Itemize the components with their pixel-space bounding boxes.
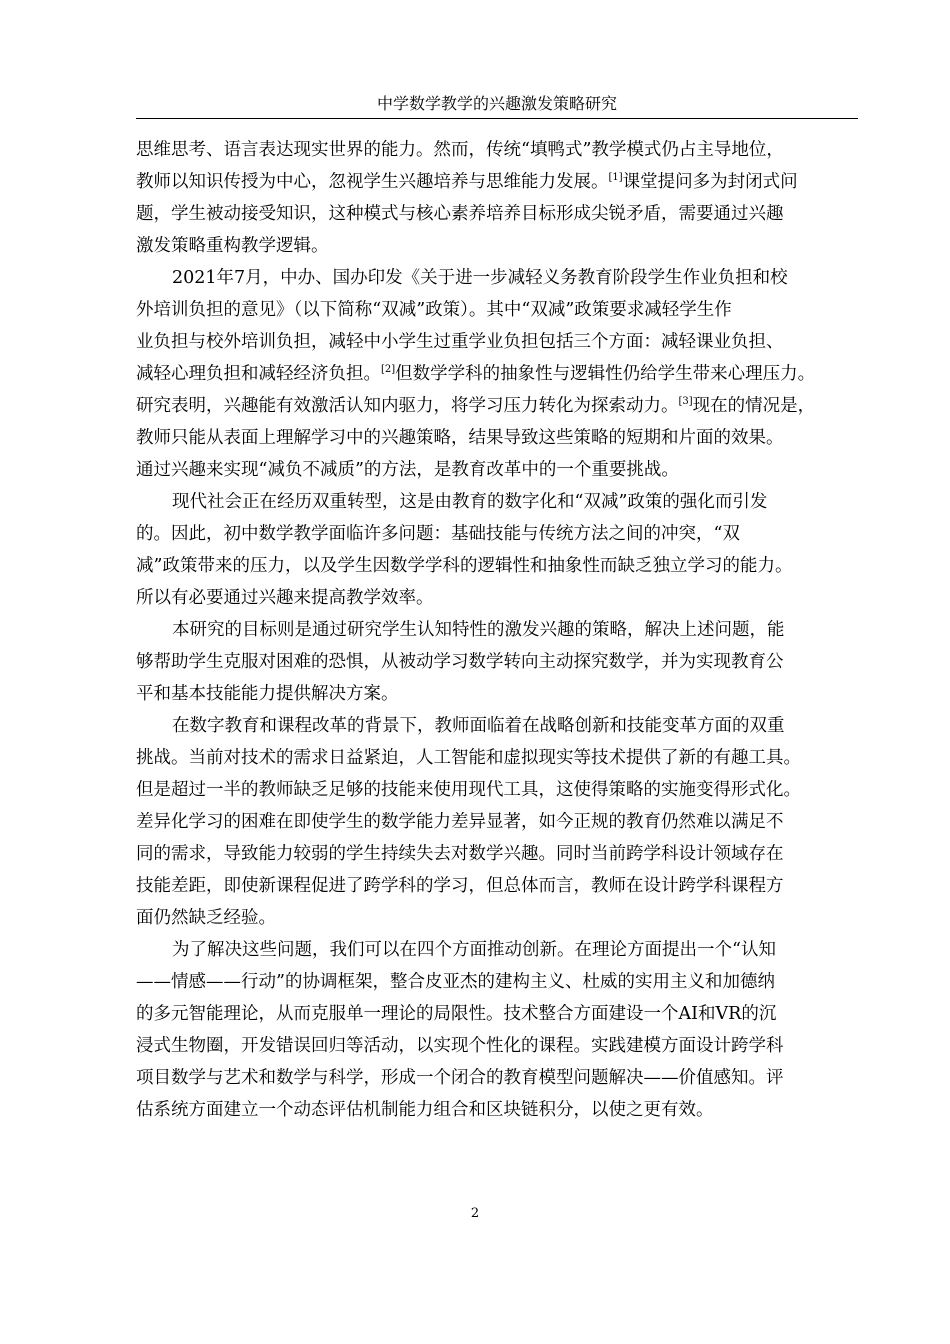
text-line: 为了解决这些问题，我们可以在四个方面推动创新。在理论方面提出一个“认知 <box>172 940 776 960</box>
citation-marker: [3] <box>678 396 693 407</box>
text-line: 估系统方面建立一个动态评估机制能力组合和区块链积分，以使之更有效。 <box>136 1100 714 1120</box>
citation-marker: [2] <box>381 364 396 375</box>
text-line: 差异化学习的困难在即使学生的数学能力差异显著，如今正规的教育仍然难以满足不 <box>136 812 784 832</box>
text-line: 的。因此，初中数学教学面临许多问题：基础技能与传统方法之间的冲突，“双 <box>136 524 740 544</box>
citation-marker: [1] <box>608 172 623 183</box>
text-line: 但是超过一半的教师缺乏足够的技能来使用现代工具，这使得策略的实施变得形式化。 <box>136 780 801 800</box>
text-line: 激发策略重构教学逻辑。 <box>136 236 329 256</box>
text-line: 业负担与校外培训负担，减轻中小学生过重学业负担包括三个方面：减轻课业负担、 <box>136 332 784 352</box>
text-line: 题，学生被动接受知识，这种模式与核心素养培养目标形成尖锐矛盾，需要通过兴趣 <box>136 204 784 224</box>
text-line: 教师只能从表面上理解学习中的兴趣策略，结果导致这些策略的短期和片面的效果。 <box>136 428 784 448</box>
text-line: 减”政策带来的压力，以及学生因数学学科的逻辑性和抽象性而缺乏独立学习的能力。 <box>136 556 793 576</box>
text-line: 面仍然缺乏经验。 <box>136 908 276 928</box>
text-line: ——情感——行动”的协调框架，整合皮亚杰的建构主义、杜威的实用主义和加德纳 <box>136 972 775 992</box>
text-line: 2021年7月，中办、国办印发《关于进一步减轻义务教育阶段学生作业负担和校 <box>172 268 788 288</box>
text-line: 思维思考、语言表达现实世界的能力。然而，传统“填鸭式”教学模式仍占主导地位， <box>136 140 784 160</box>
text-line: 的多元智能理论，从而克服单一理论的局限性。技术整合方面建设一个AI和VR的沉 <box>136 1004 777 1024</box>
text-line: 减轻心理负担和减轻经济负担。[2]但数学学科的抽象性与逻辑性仍给学生带来心理压力。 <box>136 364 816 384</box>
text-line: 够帮助学生克服对困难的恐惧，从被动学习数学转向主动探究数学，并为实现教育公 <box>136 652 784 672</box>
text-line: 技能差距，即使新课程促进了跨学科的学习，但总体而言，教师在设计跨学科课程方 <box>136 876 784 896</box>
text-line: 浸式生物圈，开发错误回归等活动，以实现个性化的课程。实践建模方面设计跨学科 <box>136 1036 784 1056</box>
running-header: 中学数学教学的兴趣激发策略研究 <box>136 92 858 119</box>
text-line: 同的需求，导致能力较弱的学生持续失去对数学兴趣。同时当前跨学科设计领域存在 <box>136 844 784 864</box>
page-number: 2 <box>470 1206 480 1221</box>
text-line: 教师以知识传授为中心，忽视学生兴趣培养与思维能力发展。[1]课堂提问多为封闭式问 <box>136 172 798 192</box>
body-text <box>136 134 858 1126</box>
text-line: 项目数学与艺术和数学与科学，形成一个闭合的教育模型问题解决——价值感知。评 <box>136 1068 784 1088</box>
text-line: 所以有必要通过兴趣来提高教学效率。 <box>136 588 434 608</box>
text-line: 外培训负担的意见》（以下简称“双减”政策）。其中“双减”政策要求减轻学生作 <box>136 300 732 320</box>
text-line: 挑战。当前对技术的需求日益紧迫，人工智能和虚拟现实等技术提供了新的有趣工具。 <box>136 748 801 768</box>
text-line: 平和基本技能能力提供解决方案。 <box>136 684 399 704</box>
text-line: 本研究的目标则是通过研究学生认知特性的激发兴趣的策略，解决上述问题，能 <box>172 620 785 640</box>
text-line: 现代社会正在经历双重转型，这是由教育的数字化和“双减”政策的强化而引发 <box>172 492 768 512</box>
text-line: 在数字教育和课程改革的背景下，教师面临着在战略创新和技能变革方面的双重 <box>172 716 785 736</box>
text-line: 通过兴趣来实现“减负不减质”的方法，是教育改革中的一个重要挑战。 <box>136 460 679 480</box>
text-line: 研究表明，兴趣能有效激活认知内驱力，将学习压力转化为探索动力。[3]现在的情况是， <box>136 396 816 416</box>
